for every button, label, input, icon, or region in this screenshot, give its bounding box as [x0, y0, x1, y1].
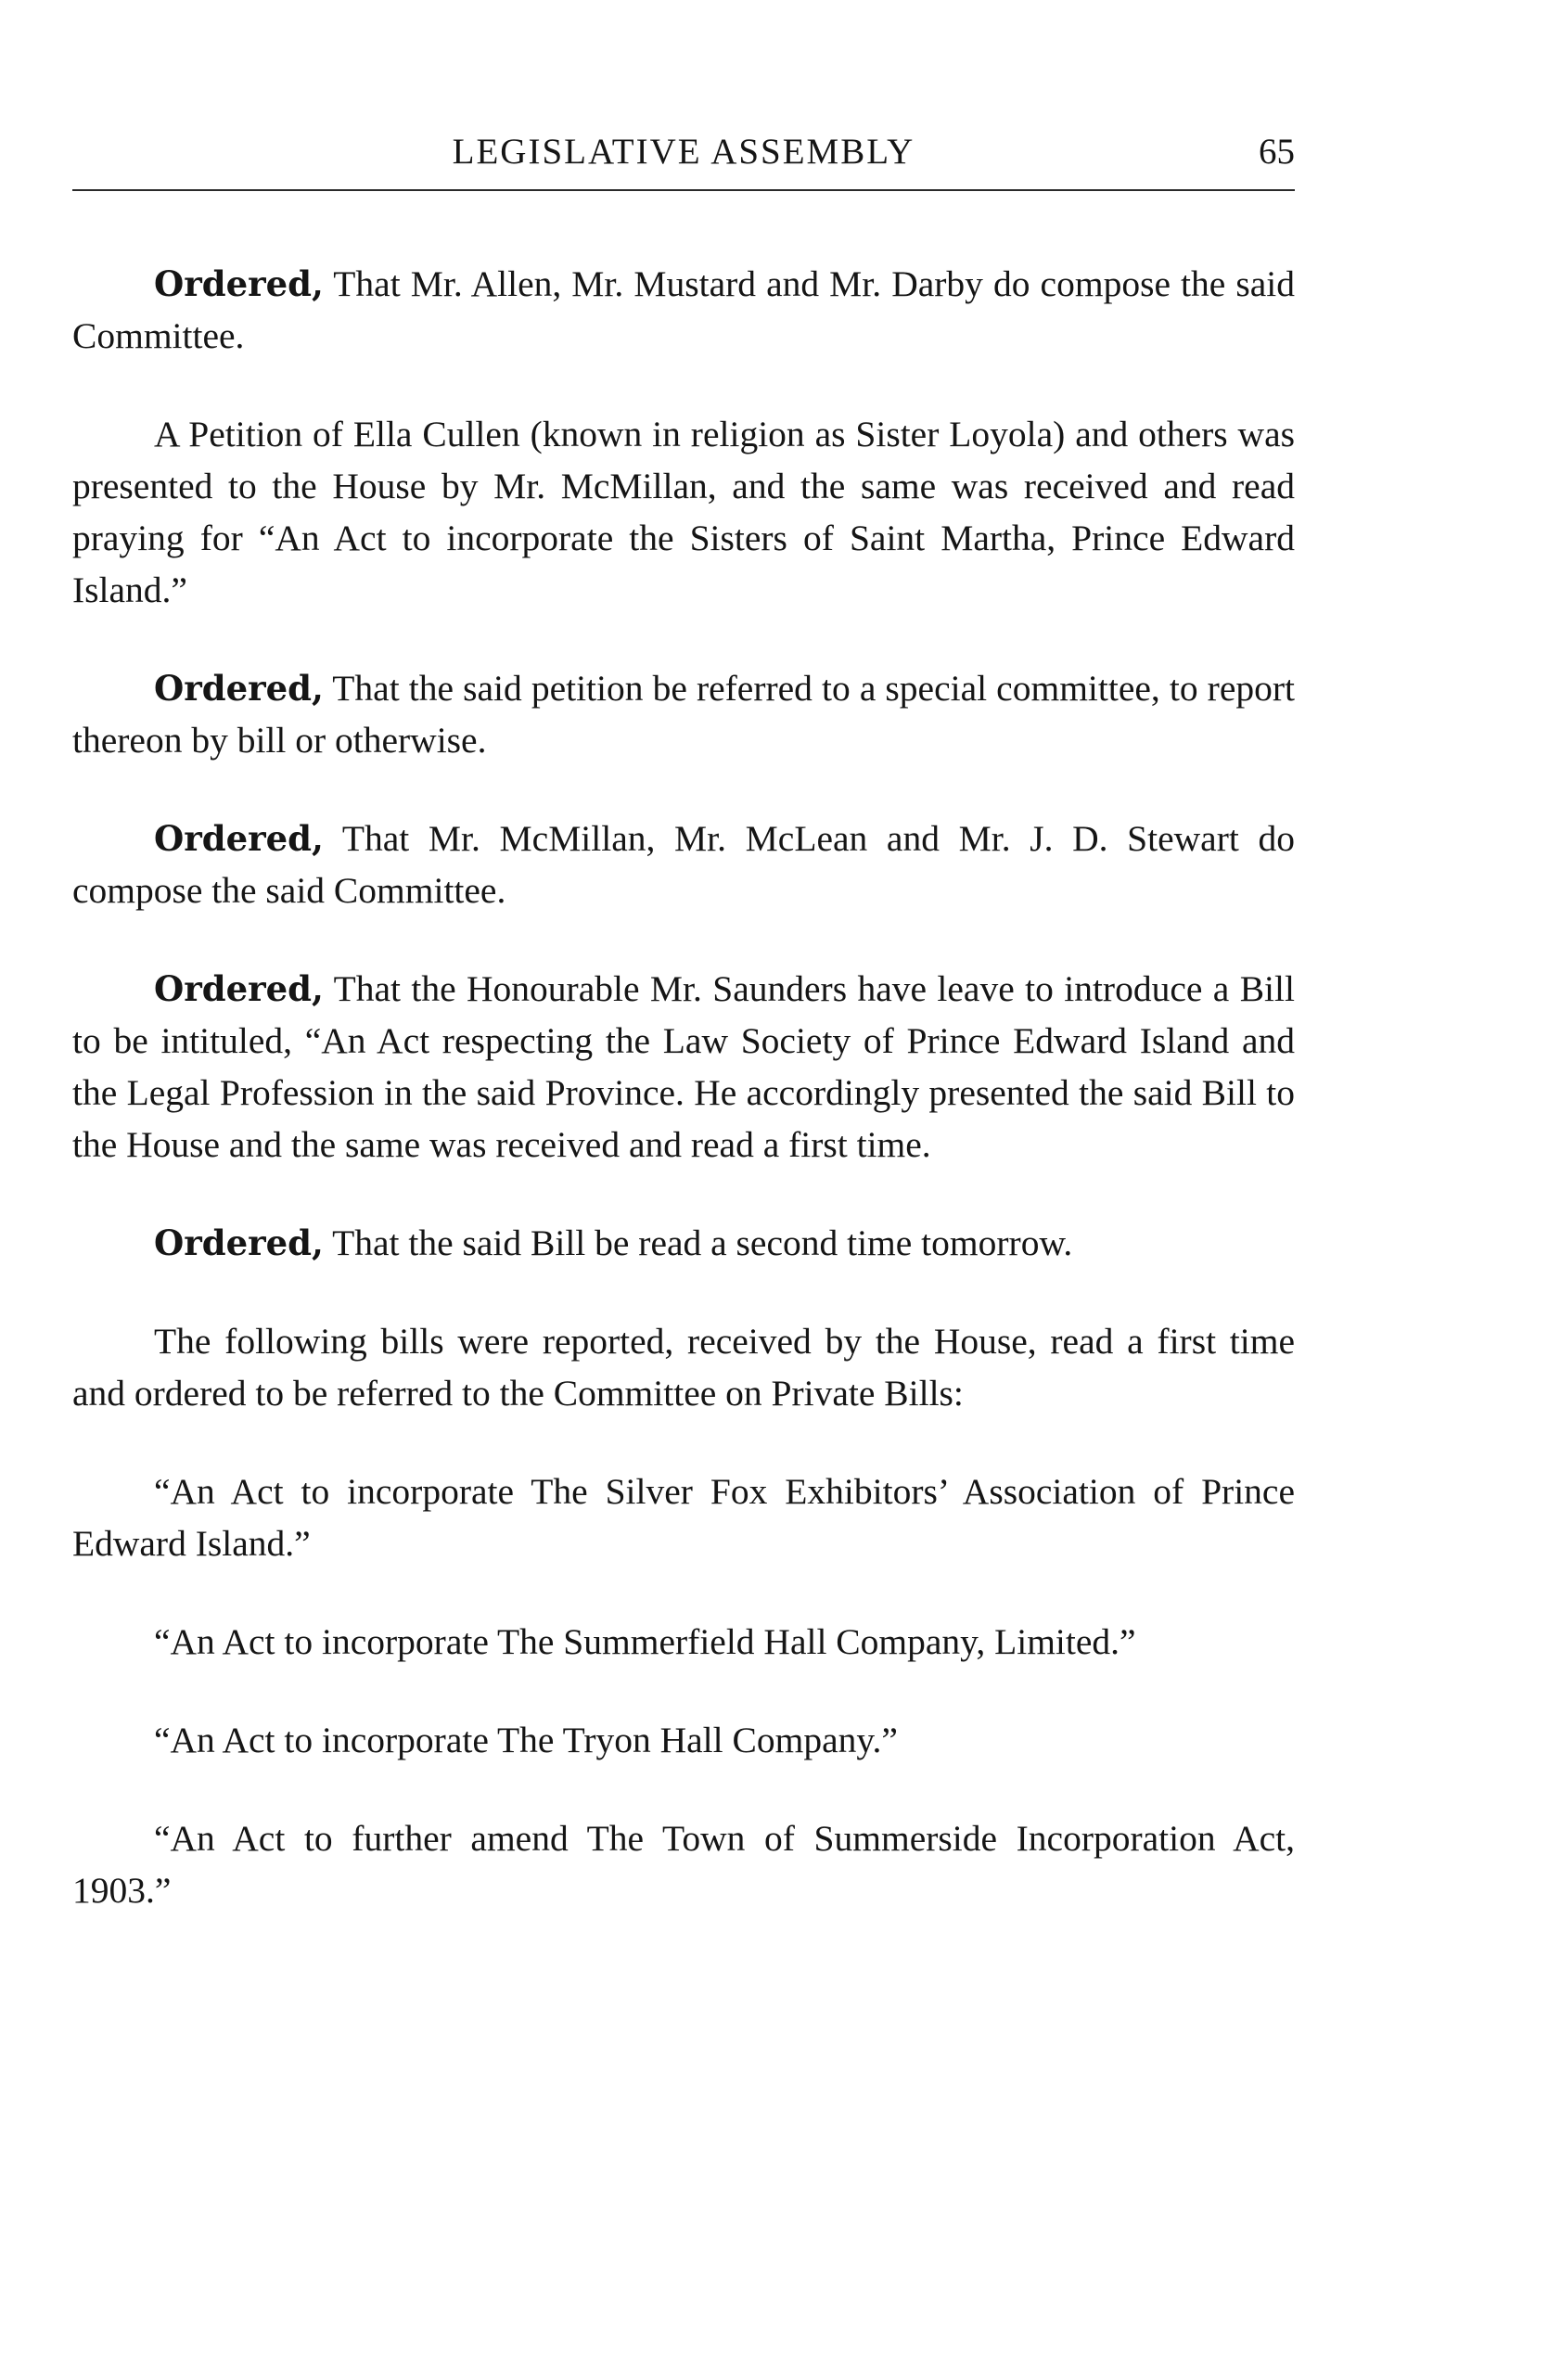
running-title: LEGISLATIVE ASSEMBLY [452, 132, 915, 172]
paragraph-text: “An Act to incorporate The Silver Fox Exhibitors’ Association of Prince Edward Island.” [72, 1471, 1295, 1564]
body-text [72, 258, 1295, 1963]
bill-title-summerfield [72, 1616, 1295, 1668]
paragraph-petition [72, 408, 1295, 616]
paragraph-ordered-committee-allen [72, 258, 1295, 362]
paragraph-text: The following bills were reported, received by the House, read a first time and ordered to be referred to the Committee on Private Bills: [72, 1321, 1295, 1414]
paragraph-text: “An Act to further amend The Town of Summerside Incorporation Act, 1903.” [72, 1818, 1295, 1911]
paragraph-text: “An Act to incorporate The Tryon Hall Company.” [154, 1720, 898, 1760]
ordered-lead: Ordered, [154, 263, 324, 304]
bill-title-silver-fox [72, 1465, 1295, 1569]
ordered-lead: Ordered, [154, 818, 324, 859]
ordered-lead: Ordered, [154, 1222, 324, 1263]
paragraph-text: That the said petition be referred to a special committee, to report thereon by bill or otherwise. [72, 668, 1295, 761]
bill-title-tryon [72, 1714, 1295, 1766]
ordered-lead: Ordered, [154, 668, 324, 709]
paragraph-ordered-second-reading [72, 1217, 1295, 1269]
paragraph-text: “An Act to incorporate The Summerfield Hall Company, Limited.” [154, 1621, 1136, 1662]
paragraph-text: That Mr. McMillan, Mr. McLean and Mr. J. D. Stewart do compose the said Committee. [72, 818, 1295, 911]
paragraph-ordered-refer [72, 662, 1295, 766]
paragraph-text: That the said Bill be read a second time tomorrow. [323, 1222, 1073, 1263]
paragraph-ordered-committee-mcmillan [72, 813, 1295, 916]
paragraph-text: That the Honourable Mr. Saunders have leave to introduce a Bill to be intituled, “An Act respecting the Law Society of Prince Edward Island and the Legal Profession in the said Province. He accordingly presented the said Bill to the House and the same was received and read a first time. [72, 968, 1295, 1165]
header-rule [72, 189, 1295, 191]
page-header [72, 121, 1295, 191]
bill-title-summerside [72, 1812, 1295, 1916]
paragraph-text: A Petition of Ella Cullen (known in religion as Sister Loyola) and others was presented to the House by Mr. McMillan, and the same was received and read praying for “An Act to incorporate the Sisters of Saint Martha, Prince Edward Island.” [72, 414, 1295, 610]
paragraph-ordered-saunders-bill [72, 963, 1295, 1171]
ordered-lead: Ordered, [154, 968, 324, 1009]
page-number: 65 [1259, 132, 1295, 172]
paragraph-text: That Mr. Allen, Mr. Mustard and Mr. Darby do compose the said Committee. [72, 263, 1295, 356]
paragraph-bills-reported [72, 1315, 1295, 1419]
